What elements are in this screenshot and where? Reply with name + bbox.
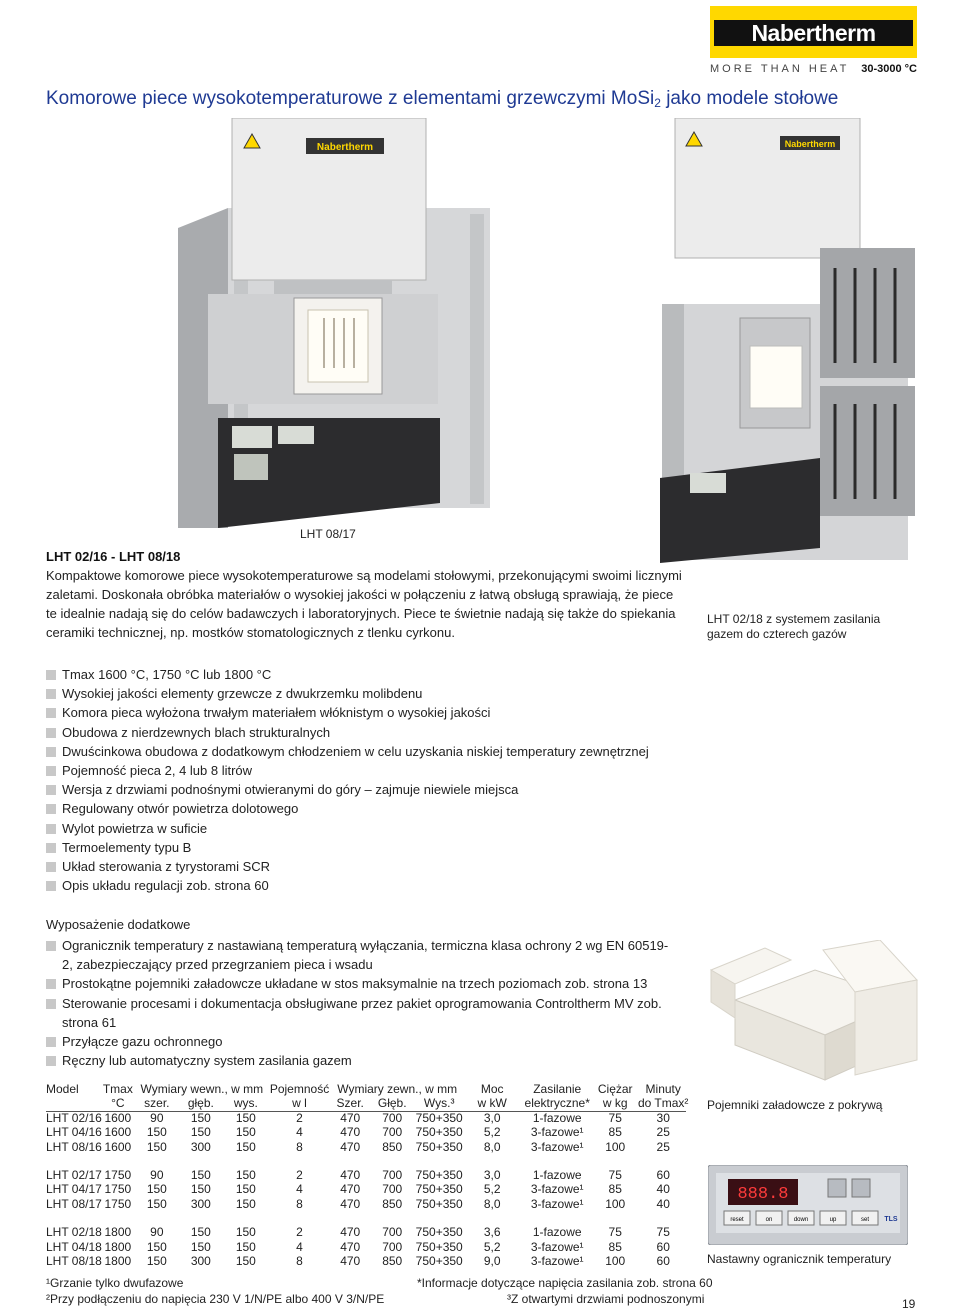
table-cell: 700 — [382, 1168, 403, 1183]
model-cell: LHT 08/16 — [46, 1139, 102, 1154]
table-cell: 8,0 — [483, 1139, 501, 1154]
table-cell: 1750 — [104, 1196, 132, 1211]
col-minutes: Minuty — [645, 1082, 681, 1096]
feature-item: Termoelementy typu B — [46, 838, 686, 857]
feature-item: Tmax 1600 °C, 1750 °C lub 1800 °C — [46, 665, 686, 684]
table-cell: 150 — [235, 1182, 256, 1197]
limiter-btn-up: up — [829, 1217, 837, 1223]
table-cell: 850 — [382, 1139, 403, 1154]
table-row — [46, 1240, 691, 1254]
table-cell: 150 — [235, 1254, 256, 1269]
unit-outer-d: Głęb. — [377, 1096, 407, 1111]
table-row — [46, 1140, 691, 1154]
model-cell: LHT 02/18 — [46, 1225, 102, 1240]
col-outer-dims: Wymiary zewn., w mm — [337, 1082, 458, 1096]
furnace-photo-lht-08-17 — [174, 118, 504, 528]
table-cell: 700 — [382, 1110, 403, 1125]
limiter-btn-down: down — [793, 1217, 809, 1223]
table-cell: 700 — [382, 1239, 403, 1254]
col-capacity: Pojemność — [269, 1082, 330, 1096]
table-cell: 90 — [150, 1168, 164, 1183]
table-cell: 470 — [340, 1125, 361, 1140]
table-cell: 470 — [340, 1225, 361, 1240]
table-cell: 3,0 — [483, 1110, 501, 1125]
table-cell: 75 — [608, 1168, 622, 1183]
table-cell: 3-fazowe¹ — [530, 1139, 584, 1154]
page-title-suffix: jako modele stołowe — [660, 88, 839, 109]
unit-power: w kW — [477, 1096, 507, 1111]
table-cell: 2 — [296, 1225, 303, 1240]
tagline — [710, 63, 917, 75]
features-list — [46, 665, 686, 895]
table-cell: 60 — [656, 1239, 670, 1254]
col-model: Model — [46, 1082, 79, 1096]
table-header-divider — [46, 1111, 686, 1112]
table-cell: 470 — [340, 1168, 361, 1183]
nabertherm-logo — [710, 6, 917, 58]
caption-limiter: Nastawny ogranicznik temperatury — [707, 1252, 892, 1266]
table-cell: 1600 — [104, 1125, 132, 1140]
extra-item: Sterowanie procesami i dokumentacja obsługiwane przez pakiet oprogramowania Controltherm MV zob. strona 61 — [46, 994, 671, 1032]
table-cell: 100 — [605, 1254, 626, 1269]
table-cell: 4 — [296, 1125, 303, 1140]
model-cell: LHT 08/18 — [46, 1254, 102, 1269]
group-spacer — [46, 1154, 691, 1168]
table-cell: 100 — [605, 1196, 626, 1211]
model-cell: LHT 08/17 — [46, 1196, 102, 1211]
unit-tmax: °C — [111, 1096, 125, 1111]
limiter-btn-on: on — [765, 1217, 773, 1223]
table-cell: 150 — [190, 1225, 211, 1240]
table-cell: 8,0 — [483, 1196, 501, 1211]
table-cell: 30 — [656, 1110, 670, 1125]
table-cell: 5,2 — [483, 1239, 501, 1254]
table-cell: 3-fazowe¹ — [530, 1239, 584, 1254]
table-cell: 75 — [656, 1225, 670, 1240]
footnote-1: ¹Grzanie tylko dwufazowe — [46, 1276, 184, 1290]
table-cell: 25 — [656, 1125, 670, 1140]
table-row — [46, 1111, 691, 1125]
table-cell: 470 — [340, 1139, 361, 1154]
table-cell: 8 — [296, 1139, 303, 1154]
feature-item: Układ sterowania z tyrystorami SCR — [46, 857, 686, 876]
table-row — [46, 1225, 691, 1239]
feature-item: Regulowany otwór powietrza dolotowego — [46, 799, 686, 818]
table-cell: 1-fazowe — [532, 1110, 582, 1125]
table-cell: 9,0 — [483, 1254, 501, 1269]
feature-item: Wersja z drzwiami podnośnymi otwieranymi do góry – zajmuje niewiele miejsca — [46, 780, 686, 799]
extra-item: Prostokątne pojemniki załadowcze układane w stos maksymalnie na trzech poziomach zob. strona 13 — [46, 974, 671, 993]
model-cell: LHT 04/18 — [46, 1239, 102, 1254]
table-cell: 60 — [656, 1254, 670, 1269]
extras-list — [46, 936, 671, 1070]
table-cell: 750+350 — [415, 1168, 463, 1183]
extra-item: Ogranicznik temperatury z nastawianą temperaturą wyłączania, termiczna klasa ochrony 2 wg EN 60519-2, zabezpieczający przed przegrzaniem pieca i wsadu — [46, 936, 671, 974]
temperature-limiter-photo — [708, 1165, 908, 1245]
table-cell: 150 — [235, 1168, 256, 1183]
footnote-star: *Informacje dotyczące napięcia zasilania zob. strona 60 — [417, 1276, 713, 1290]
group-spacer — [46, 1211, 691, 1225]
unit-outer-h: Wys.³ — [423, 1096, 455, 1111]
table-cell: 60 — [656, 1168, 670, 1183]
table-cell: 1-fazowe — [532, 1168, 582, 1183]
table-cell: 150 — [235, 1225, 256, 1240]
col-tmax: Tmax — [102, 1082, 133, 1096]
table-cell: 85 — [608, 1239, 622, 1254]
unit-supply: elektryczne* — [524, 1096, 590, 1111]
feature-item: Opis układu regulacji zob. strona 60 — [46, 876, 686, 895]
col-weight: Ciężar — [597, 1082, 633, 1096]
furnace-photo-lht-02-18-gas — [650, 118, 920, 568]
tagline-text: MORE THAN HEAT — [710, 63, 850, 75]
crucibles-photo — [705, 940, 920, 1090]
feature-item: Wylot powietrza w suficie — [46, 819, 686, 838]
feature-item: Dwuścinkowa obudowa z dodatkowym chłodzeniem w celu uzyskania niskiej temperatury zewnętrznej — [46, 742, 686, 761]
page-title — [46, 88, 838, 110]
table-cell: 150 — [146, 1125, 167, 1140]
table-cell: 3-fazowe¹ — [530, 1125, 584, 1140]
table-row — [46, 1125, 691, 1139]
table-cell: 85 — [608, 1125, 622, 1140]
table-cell: 4 — [296, 1239, 303, 1254]
unit-outer-w: Szer. — [336, 1096, 364, 1111]
unit-inner-w: szer. — [144, 1096, 170, 1111]
table-row — [46, 1168, 691, 1182]
page-title-subscript: 2 — [654, 96, 661, 110]
caption-crucibles: Pojemniki załadowcze z pokrywą — [707, 1098, 883, 1112]
table-cell: 1750 — [104, 1168, 132, 1183]
unit-inner-d: głęb. — [187, 1096, 214, 1111]
table-cell: 85 — [608, 1182, 622, 1197]
table-cell: 3-fazowe¹ — [530, 1254, 584, 1269]
table-cell: 150 — [146, 1239, 167, 1254]
table-cell: 850 — [382, 1196, 403, 1211]
table-cell: 470 — [340, 1239, 361, 1254]
table-cell: 470 — [340, 1254, 361, 1269]
unit-capacity: w l — [292, 1096, 307, 1111]
table-row — [46, 1254, 691, 1268]
table-cell: 90 — [150, 1225, 164, 1240]
table-cell: 150 — [190, 1168, 211, 1183]
extra-item: Ręczny lub automatyczny system zasilania gazem — [46, 1051, 671, 1070]
col-supply: Zasilanie — [533, 1082, 582, 1096]
table-cell: 3-fazowe¹ — [530, 1196, 584, 1211]
table-cell: 3-fazowe¹ — [530, 1182, 584, 1197]
table-cell: 700 — [382, 1125, 403, 1140]
table-cell: 150 — [235, 1110, 256, 1125]
table-cell: 700 — [382, 1225, 403, 1240]
col-power: Moc — [480, 1082, 504, 1096]
table-cell: 700 — [382, 1182, 403, 1197]
table-cell: 40 — [656, 1182, 670, 1197]
table-cell: 470 — [340, 1196, 361, 1211]
intro-block — [46, 547, 686, 642]
unit-weight: w kg — [602, 1096, 628, 1111]
table-cell: 90 — [150, 1110, 164, 1125]
table-cell: 850 — [382, 1254, 403, 1269]
caption-lht-02-18-gas: LHT 02/18 z systemem zasilania gazem do czterech gazów — [707, 612, 881, 641]
table-cell: 150 — [146, 1196, 167, 1211]
logo-wordmark: Nabertherm — [714, 20, 913, 46]
table-cell: 150 — [235, 1196, 256, 1211]
page-number: 19 — [902, 1297, 916, 1310]
table-row — [46, 1182, 691, 1196]
table-cell: 300 — [190, 1254, 211, 1269]
table-cell: 750+350 — [415, 1196, 463, 1211]
table-cell: 8 — [296, 1254, 303, 1269]
spec-table — [46, 1082, 691, 1268]
table-cell: 1750 — [104, 1182, 132, 1197]
temperature-range: 30-3000 °C — [861, 63, 917, 75]
table-cell: 1800 — [104, 1239, 132, 1254]
table-cell: 300 — [190, 1196, 211, 1211]
table-cell: 750+350 — [415, 1239, 463, 1254]
table-cell: 750+350 — [415, 1110, 463, 1125]
table-cell: 750+350 — [415, 1225, 463, 1240]
unit-minutes: do Tmax² — [637, 1096, 689, 1111]
table-cell: 40 — [656, 1196, 670, 1211]
intro-title: LHT 02/16 - LHT 08/18 — [46, 549, 181, 564]
table-cell: 1800 — [104, 1254, 132, 1269]
table-row — [46, 1197, 691, 1211]
model-cell: LHT 04/17 — [46, 1182, 102, 1197]
table-cell: 750+350 — [415, 1139, 463, 1154]
table-cell: 1600 — [104, 1110, 132, 1125]
table-cell: 5,2 — [483, 1125, 501, 1140]
table-cell: 75 — [608, 1110, 622, 1125]
model-cell: LHT 02/17 — [46, 1168, 102, 1183]
table-cell: 150 — [190, 1110, 211, 1125]
page-title-main: Komorowe piece wysokotemperaturowe z elementami grzewczymi MoSi — [46, 88, 655, 109]
footnote-2: ²Przy podłączeniu do napięcia 230 V 1/N/PE albo 400 V 3/N/PE — [46, 1292, 385, 1306]
table-cell: 100 — [605, 1139, 626, 1154]
unit-inner-h: wys. — [233, 1096, 258, 1111]
table-cell: 4 — [296, 1182, 303, 1197]
footnote-3: ³Z otwartymi drzwiami podnoszonymi — [507, 1292, 705, 1306]
table-cell: 300 — [190, 1139, 211, 1154]
table-cell: 2 — [296, 1110, 303, 1125]
limiter-badge: TLS — [884, 1216, 898, 1223]
table-cell: 3,0 — [483, 1168, 501, 1183]
table-cell: 3,6 — [483, 1225, 501, 1240]
table-cell: 1600 — [104, 1139, 132, 1154]
limiter-display-text: 888.8 — [737, 1185, 789, 1204]
caption-lht-08-17: LHT 08/17 — [300, 527, 356, 541]
table-cell: 1-fazowe — [532, 1225, 582, 1240]
limiter-btn-reset: reset — [730, 1217, 744, 1223]
table-cell: 150 — [235, 1239, 256, 1254]
extra-item: Przyłącze gazu ochronnego — [46, 1032, 671, 1051]
model-cell: LHT 04/16 — [46, 1125, 102, 1140]
extras-title: Wyposażenie dodatkowe — [46, 917, 191, 932]
feature-item: Obudowa z nierdzewnych blach strukturalnych — [46, 723, 686, 742]
table-cell: 25 — [656, 1139, 670, 1154]
table-cell: 2 — [296, 1168, 303, 1183]
table-cell: 150 — [235, 1139, 256, 1154]
feature-item: Wysokiej jakości elementy grzewcze z dwukrzemku molibdenu — [46, 684, 686, 703]
table-cell: 750+350 — [415, 1254, 463, 1269]
table-cell: 1800 — [104, 1225, 132, 1240]
table-cell: 150 — [146, 1254, 167, 1269]
table-cell: 5,2 — [483, 1182, 501, 1197]
table-cell: 750+350 — [415, 1182, 463, 1197]
table-cell: 150 — [190, 1239, 211, 1254]
table-cell: 150 — [190, 1125, 211, 1140]
table-cell: 150 — [146, 1139, 167, 1154]
col-inner-dims: Wymiary wewn., w mm — [140, 1082, 264, 1096]
table-cell: 470 — [340, 1110, 361, 1125]
table-cell: 75 — [608, 1225, 622, 1240]
table-cell: 470 — [340, 1182, 361, 1197]
table-cell: 750+350 — [415, 1125, 463, 1140]
table-cell: 8 — [296, 1196, 303, 1211]
furnace-plate-text-right: Nabertherm — [784, 139, 836, 149]
furnace-plate-text: Nabertherm — [316, 142, 374, 153]
feature-item: Komora pieca wyłożona trwałym materiałem włóknistym o wysokiej jakości — [46, 703, 686, 722]
feature-item: Pojemność pieca 2, 4 lub 8 litrów — [46, 761, 686, 780]
table-cell: 150 — [146, 1182, 167, 1197]
table-cell: 150 — [235, 1125, 256, 1140]
intro-text: Kompaktowe komorowe piece wysokotemperaturowe są modelami stołowymi, przekonującymi swoimi licznymi zaletami. Doskonała obróbka materiałów o wysokiej jakości w połączeniu z łatwą obsługą sprawiają, że piece te idealnie nadają się do celów badawczych i laboratoryjnych. Piece te świetnie nadają się także do spiekania ceramiki technicznej, np. mostków stomatologicznych z tlenku cyrkonu. — [46, 568, 682, 640]
model-cell: LHT 02/16 — [46, 1110, 102, 1125]
table-cell: 150 — [190, 1182, 211, 1197]
limiter-btn-set: set — [860, 1217, 870, 1223]
